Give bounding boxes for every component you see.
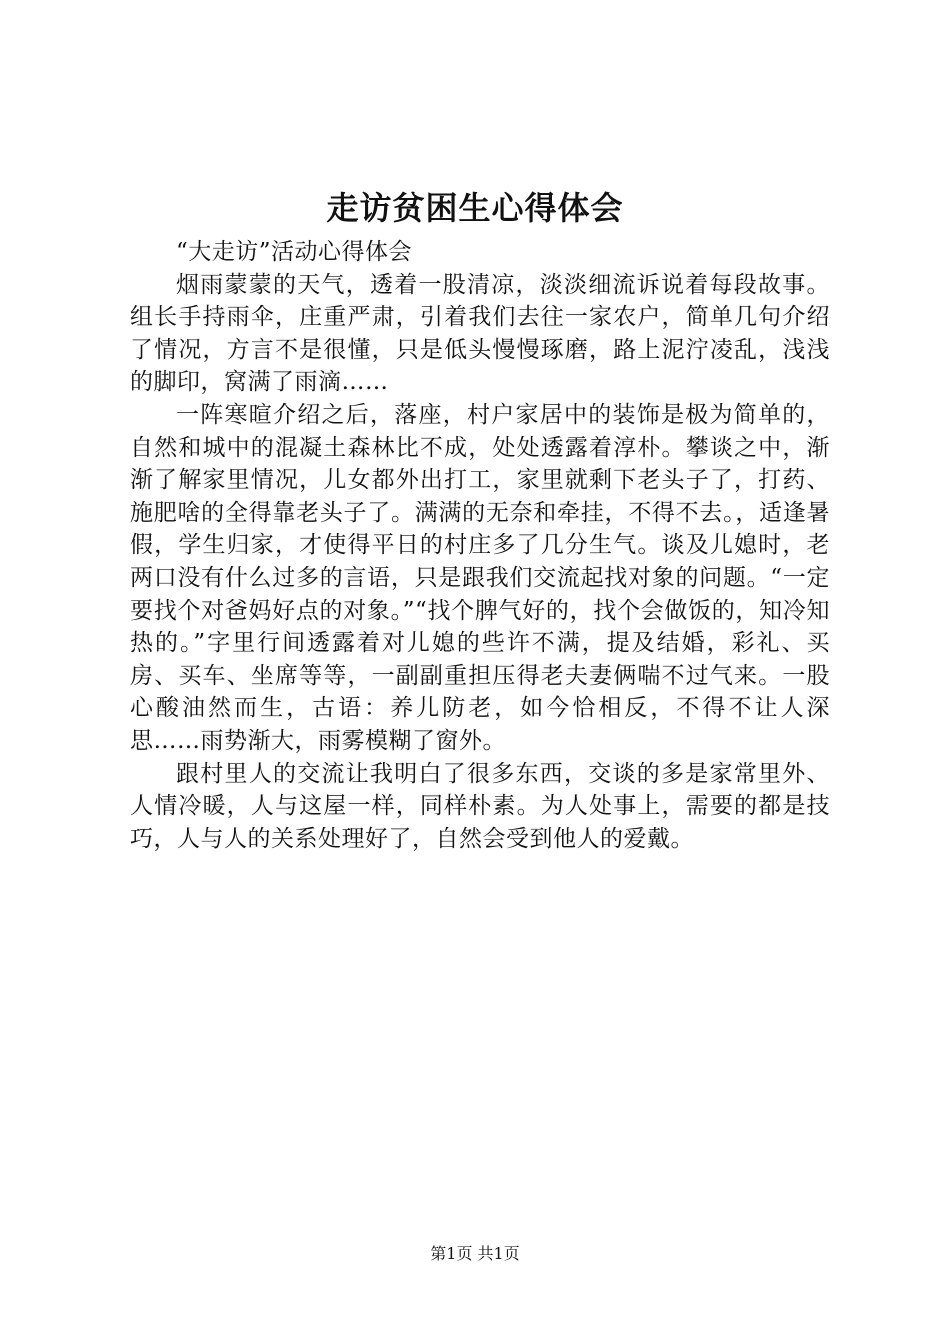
paragraph-subtitle: “大走访”活动心得体会 [176, 239, 413, 265]
document-body [130, 236, 830, 855]
paragraph-3: 跟村里人的交流让我明白了很多东西，交谈的多是家常里外、人情冷暖，人与这屋一样，同样朴素。为人处事上，需要的都是技巧，人与人的关系处理好了，自然会受到他人的爱戴。 [130, 760, 830, 852]
page-number-footer: 第1页 共1页 [430, 1244, 520, 1263]
document-title: 走访贫困生心得体会 [326, 189, 624, 227]
paragraph-1: 烟雨蒙蒙的天气，透着一股清凉，淡淡细流诉说着每段故事。组长手持雨伞，庄重严肃，引着我们去往一家农户，简单几句介绍了情况，方言不是很懂，只是低头慢慢琢磨，路上泥泞凌乱，浅浅的脚印，窝满了雨滴…… [130, 271, 830, 396]
paragraph-2: 一阵寒暄介绍之后，落座，村户家居中的装饰是极为简单的，自然和城中的混凝土森林比不成，处处透露着淳朴。攀谈之中，渐渐了解家里情况，儿女都外出打工，家里就剩下老头子了，打药、施肥啥的全得靠老头子了。满满的无奈和牵挂，不得不去。，适逢暑假，学生归家，才使得平日的村庄多了几分生气。谈及儿媳时，老两口没有什么过多的言语，只是跟我们交流起找对象的问题。“一定要找个对爸妈好点的对象。”“找个脾气好的，找个会做饭的，知冷知热的。”字里行间透露着对儿媳的些许不满，提及结婚，彩礼、买房、买车、坐席等等，一副副重担压得老夫妻俩喘不过气来。一股心酸油然而生，古语：养儿防老，如今恰相反，不得不让人深思……雨势渐大，雨雾模糊了窗外。 [130, 401, 830, 754]
